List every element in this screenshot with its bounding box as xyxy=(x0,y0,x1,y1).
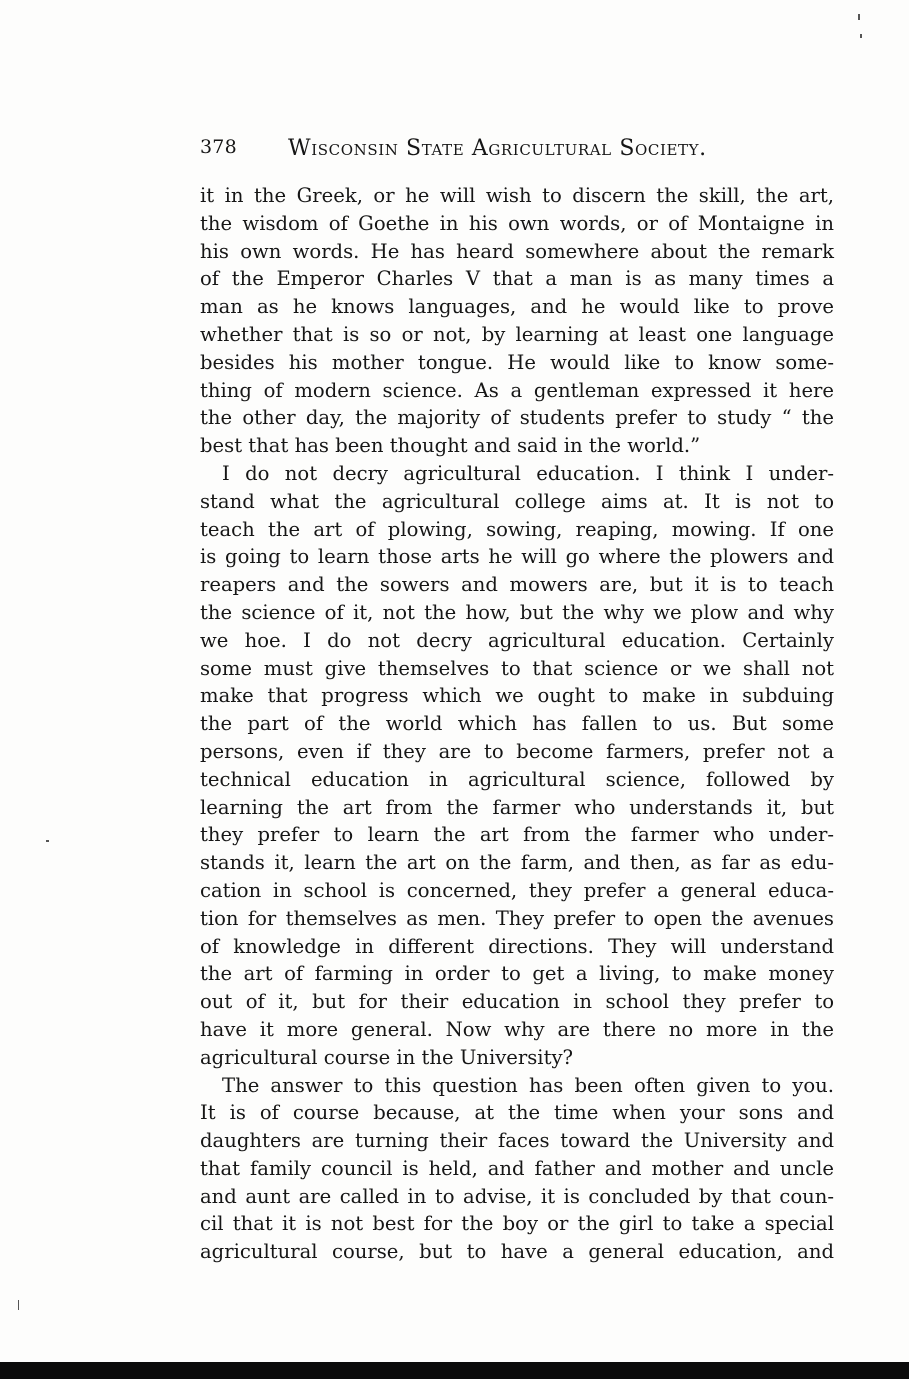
body-text xyxy=(200,182,834,1266)
text-line: The answer to this question has been often given to you. xyxy=(222,1073,834,1097)
text-line: it in the Greek, or he will wish to discern the skill, the art, xyxy=(200,184,834,207)
text-line: and aunt are called in to advise, it is concluded by that coun- xyxy=(200,1184,834,1208)
text-line: best that has been thought and said in the world.” xyxy=(200,434,701,458)
text-line: stands it, learn the art on the farm, and then, as far as edu- xyxy=(200,851,834,875)
text-line: the other day, the majority of students prefer to study “ the xyxy=(200,406,834,430)
text-line: tion for themselves as men. They prefer to open the avenues xyxy=(200,906,834,930)
text-line: reapers and the sowers and mowers are, but it is to teach xyxy=(200,573,834,597)
text-line: daughters are turning their faces toward the University and xyxy=(200,1129,834,1153)
scan-speck xyxy=(860,34,862,38)
text-line: cation in school is concerned, they prefer a general educa- xyxy=(200,878,834,902)
text-line: besides his mother tongue. He would like to know some- xyxy=(200,350,834,374)
text-line: It is of course because, at the time when your sons and xyxy=(200,1101,834,1125)
text-line: make that progress which we ought to make in subduing xyxy=(200,684,834,708)
text-line: the wisdom of Goethe in his own words, or of Montaigne in xyxy=(200,211,834,235)
text-line: out of it, but for their education in school they prefer to xyxy=(200,990,834,1014)
page-number: 378 xyxy=(200,136,237,158)
text-line: learning the art from the farmer who understands it, but xyxy=(200,795,834,819)
text-line: his own words. He has heard somewhere about the remark xyxy=(200,239,834,263)
text-line: is going to learn those arts he will go where the plowers and xyxy=(200,545,834,569)
scan-border xyxy=(0,1362,909,1379)
text-line: the part of the world which has fallen to us. But some xyxy=(200,712,834,736)
text-line: some must give themselves to that science or we shall not xyxy=(200,656,834,680)
paragraph-1 xyxy=(200,182,834,460)
paragraph-2 xyxy=(200,460,834,1072)
scan-speck xyxy=(18,1300,19,1310)
text-line: agricultural course, but to have a general education, and xyxy=(200,1240,834,1264)
text-line: whether that is so or not, by learning at least one language xyxy=(200,322,834,346)
text-line: the art of farming in order to get a living, to make money xyxy=(200,962,834,986)
text-line: teach the art of plowing, sowing, reaping, mowing. If one xyxy=(200,517,834,541)
running-head xyxy=(200,132,840,166)
scan-speck xyxy=(46,840,49,842)
text-line: agricultural course in the University? xyxy=(200,1045,574,1069)
text-line: they prefer to learn the art from the farmer who under- xyxy=(200,823,834,847)
text-line: cil that it is not best for the boy or the girl to take a special xyxy=(200,1212,834,1236)
text-line: stand what the agricultural college aims at. It is not to xyxy=(200,489,834,513)
text-line: of the Emperor Charles V that a man is as many times a xyxy=(200,267,834,291)
text-line: technical education in agricultural science, followed by xyxy=(200,767,834,791)
text-line: that family council is held, and father and mother and uncle xyxy=(200,1156,834,1180)
text-line: thing of modern science. As a gentleman expressed it here xyxy=(200,378,834,402)
text-line: man as he knows languages, and he would like to prove xyxy=(200,295,834,319)
text-line: I do not decry agricultural education. I think I under- xyxy=(222,461,834,485)
text-line: of knowledge in different directions. They will understand xyxy=(200,934,834,958)
text-line: have it more general. Now why are there no more in the xyxy=(200,1017,834,1041)
scan-speck xyxy=(858,14,860,20)
journal-title: Wisconsin State Agricultural Society. xyxy=(288,136,707,161)
text-line: persons, even if they are to become farmers, prefer not a xyxy=(200,739,834,763)
paragraph-3 xyxy=(200,1072,834,1267)
text-line: we hoe. I do not decry agricultural education. Certainly xyxy=(200,628,834,652)
text-line: the science of it, not the how, but the why we plow and why xyxy=(200,600,834,624)
